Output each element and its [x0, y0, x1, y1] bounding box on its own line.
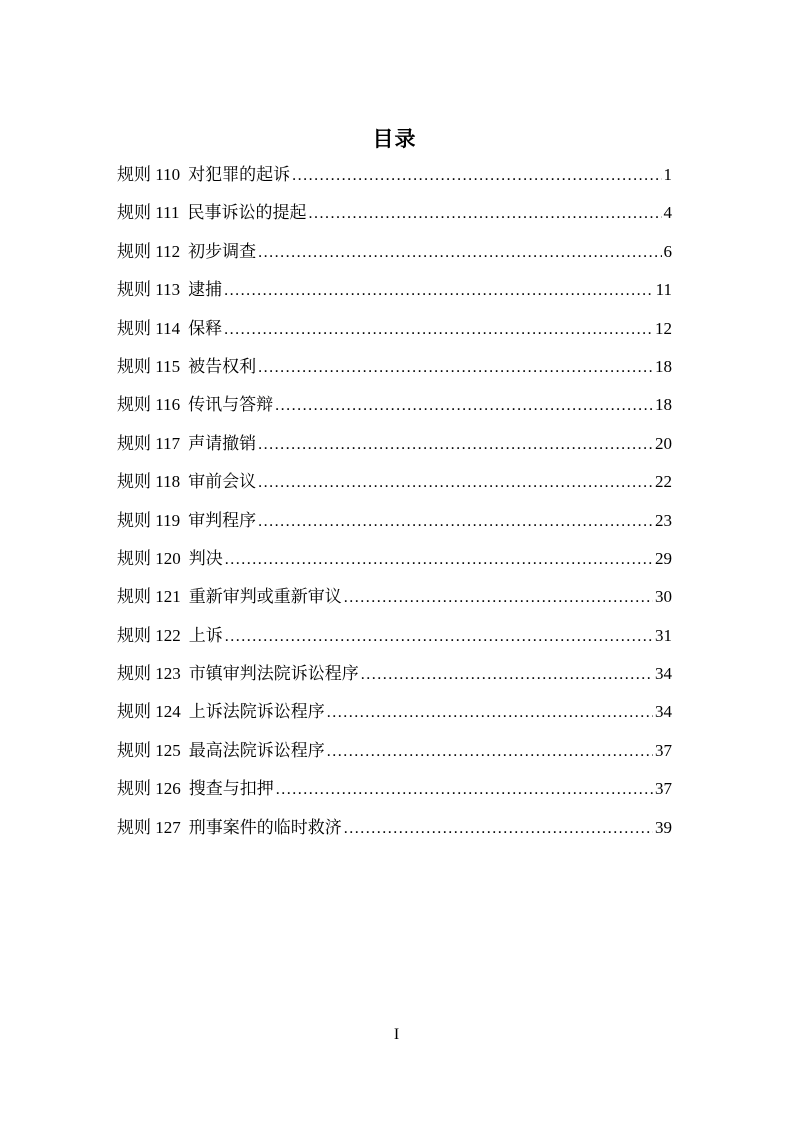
- toc-entry: [117, 433, 672, 456]
- toc-entry-page-number: 12: [655, 318, 672, 338]
- dot-leader: [361, 663, 653, 686]
- toc-entry-rule-number: 规则 110: [117, 165, 181, 184]
- toc-entry: [117, 625, 672, 648]
- toc-entry-rule-number: 规则 111: [117, 203, 180, 223]
- toc-entry-rule-number: 规则 119: [117, 510, 181, 530]
- toc-entry: [117, 394, 672, 417]
- toc-entry-rule-number: 规则 126: [117, 779, 181, 799]
- toc-entry-page-number: 20: [655, 433, 672, 453]
- toc-entry-rule-number: 规则 113: [117, 280, 181, 300]
- page-footer: [0, 1025, 793, 1045]
- toc-entry-rule-number: 规则 125: [117, 740, 181, 760]
- toc-entry-title: 被告权利: [188, 356, 257, 376]
- toc-entry-page-number: 29: [655, 548, 672, 568]
- toc-entry: [117, 241, 672, 264]
- toc-entry-rule-number: 规则 120: [117, 548, 181, 568]
- dot-leader: [258, 241, 661, 264]
- toc-entry-rule-number: 规则 112: [117, 241, 181, 261]
- toc-entry-rule-number: 规则 122: [117, 625, 181, 645]
- toc-entry-page-number: 30: [655, 587, 672, 607]
- toc-entry: [117, 817, 672, 840]
- toc-entry-rule-number: 规则 118: [117, 472, 181, 492]
- toc-entry-title: 刑事案件的临时救济: [188, 817, 342, 837]
- toc-entry-rule-number: 规则 114: [117, 318, 181, 338]
- dot-leader: [224, 279, 654, 302]
- toc-entry-rule-number: 规则 124: [117, 702, 181, 722]
- toc-entry-title: 判决: [188, 548, 223, 568]
- toc-entry-page-number: 11: [655, 280, 672, 300]
- toc-entry: [117, 356, 672, 379]
- toc-entry-title: 市镇审判法院诉讼程序: [188, 664, 359, 684]
- toc-entry: [117, 548, 672, 571]
- dot-leader: [309, 202, 662, 225]
- toc-entry-rule-number: 规则 115: [117, 356, 181, 376]
- toc-section: [117, 0, 672, 855]
- toc-entry: [117, 701, 672, 724]
- toc-entry-title: 保释: [188, 318, 223, 338]
- toc-entry-title: 重新审判或重新审议: [188, 587, 342, 607]
- dot-leader: [327, 740, 653, 763]
- dot-leader: [344, 586, 653, 609]
- toc-entry-page-number: 34: [655, 702, 672, 722]
- toc-entry: [117, 279, 672, 302]
- dot-leader: [258, 510, 653, 533]
- toc-entry-page-number: 37: [655, 740, 672, 760]
- toc-entry-page-number: 31: [655, 625, 672, 645]
- toc-entry-title: 声请撤销: [188, 433, 257, 453]
- toc-entry-title: 传讯与答辩: [188, 395, 274, 415]
- toc-entry-title: 搜查与扣押: [188, 779, 274, 799]
- toc-entry-page-number: 22: [655, 472, 672, 492]
- dot-leader: [344, 817, 653, 840]
- toc-entry: [117, 510, 672, 533]
- toc-entry-title: 上诉法院诉讼程序: [188, 702, 325, 722]
- dot-leader: [327, 701, 653, 724]
- toc-entry: [117, 586, 672, 609]
- footer-page-number: I: [393, 1026, 400, 1043]
- table-of-contents: [117, 164, 672, 840]
- toc-entry: [117, 471, 672, 494]
- toc-entry-rule-number: 规则 116: [117, 395, 181, 415]
- toc-entry-page-number: 6: [663, 241, 672, 261]
- toc-entry-page-number: 4: [663, 203, 672, 223]
- toc-entry-page-number: 1: [663, 165, 672, 184]
- dot-leader: [225, 548, 653, 571]
- dot-leader: [258, 471, 653, 494]
- toc-entry: [117, 318, 672, 341]
- page-title: 目录: [372, 127, 417, 151]
- toc-entry-rule-number: 规则 127: [117, 817, 181, 837]
- toc-entry: [117, 740, 672, 763]
- toc-entry-rule-number: 规则 121: [117, 587, 181, 607]
- toc-entry-page-number: 23: [655, 510, 672, 530]
- dot-leader: [275, 394, 653, 417]
- toc-entry-title: 审前会议: [188, 472, 257, 492]
- toc-entry-title: 逮捕: [188, 280, 223, 300]
- toc-entry-title: 最高法院诉讼程序: [188, 740, 325, 760]
- toc-entry-page-number: 34: [655, 664, 672, 684]
- toc-entry-rule-number: 规则 117: [117, 433, 181, 453]
- dot-leader: [258, 356, 653, 379]
- toc-entry-rule-number: 规则 123: [117, 664, 181, 684]
- toc-entry-page-number: 37: [655, 779, 672, 799]
- toc-entry: [117, 164, 672, 187]
- toc-entry-page-number: 18: [655, 356, 672, 376]
- toc-entry-title: 初步调查: [188, 241, 257, 261]
- dot-leader: [292, 164, 661, 187]
- dot-leader: [225, 625, 653, 648]
- toc-entry-page-number: 39: [655, 817, 672, 837]
- toc-entry: [117, 778, 672, 801]
- dot-leader: [276, 778, 653, 801]
- toc-entry-title: 对犯罪的起诉: [188, 165, 291, 184]
- toc-entry-title: 民事诉讼的提起: [187, 203, 307, 223]
- toc-entry: [117, 663, 672, 686]
- toc-entry-page-number: 18: [655, 395, 672, 415]
- toc-entry-title: 审判程序: [188, 510, 257, 530]
- dot-leader: [258, 433, 653, 456]
- toc-entry: [117, 202, 672, 225]
- dot-leader: [224, 318, 653, 341]
- toc-entry-title: 上诉: [188, 625, 223, 645]
